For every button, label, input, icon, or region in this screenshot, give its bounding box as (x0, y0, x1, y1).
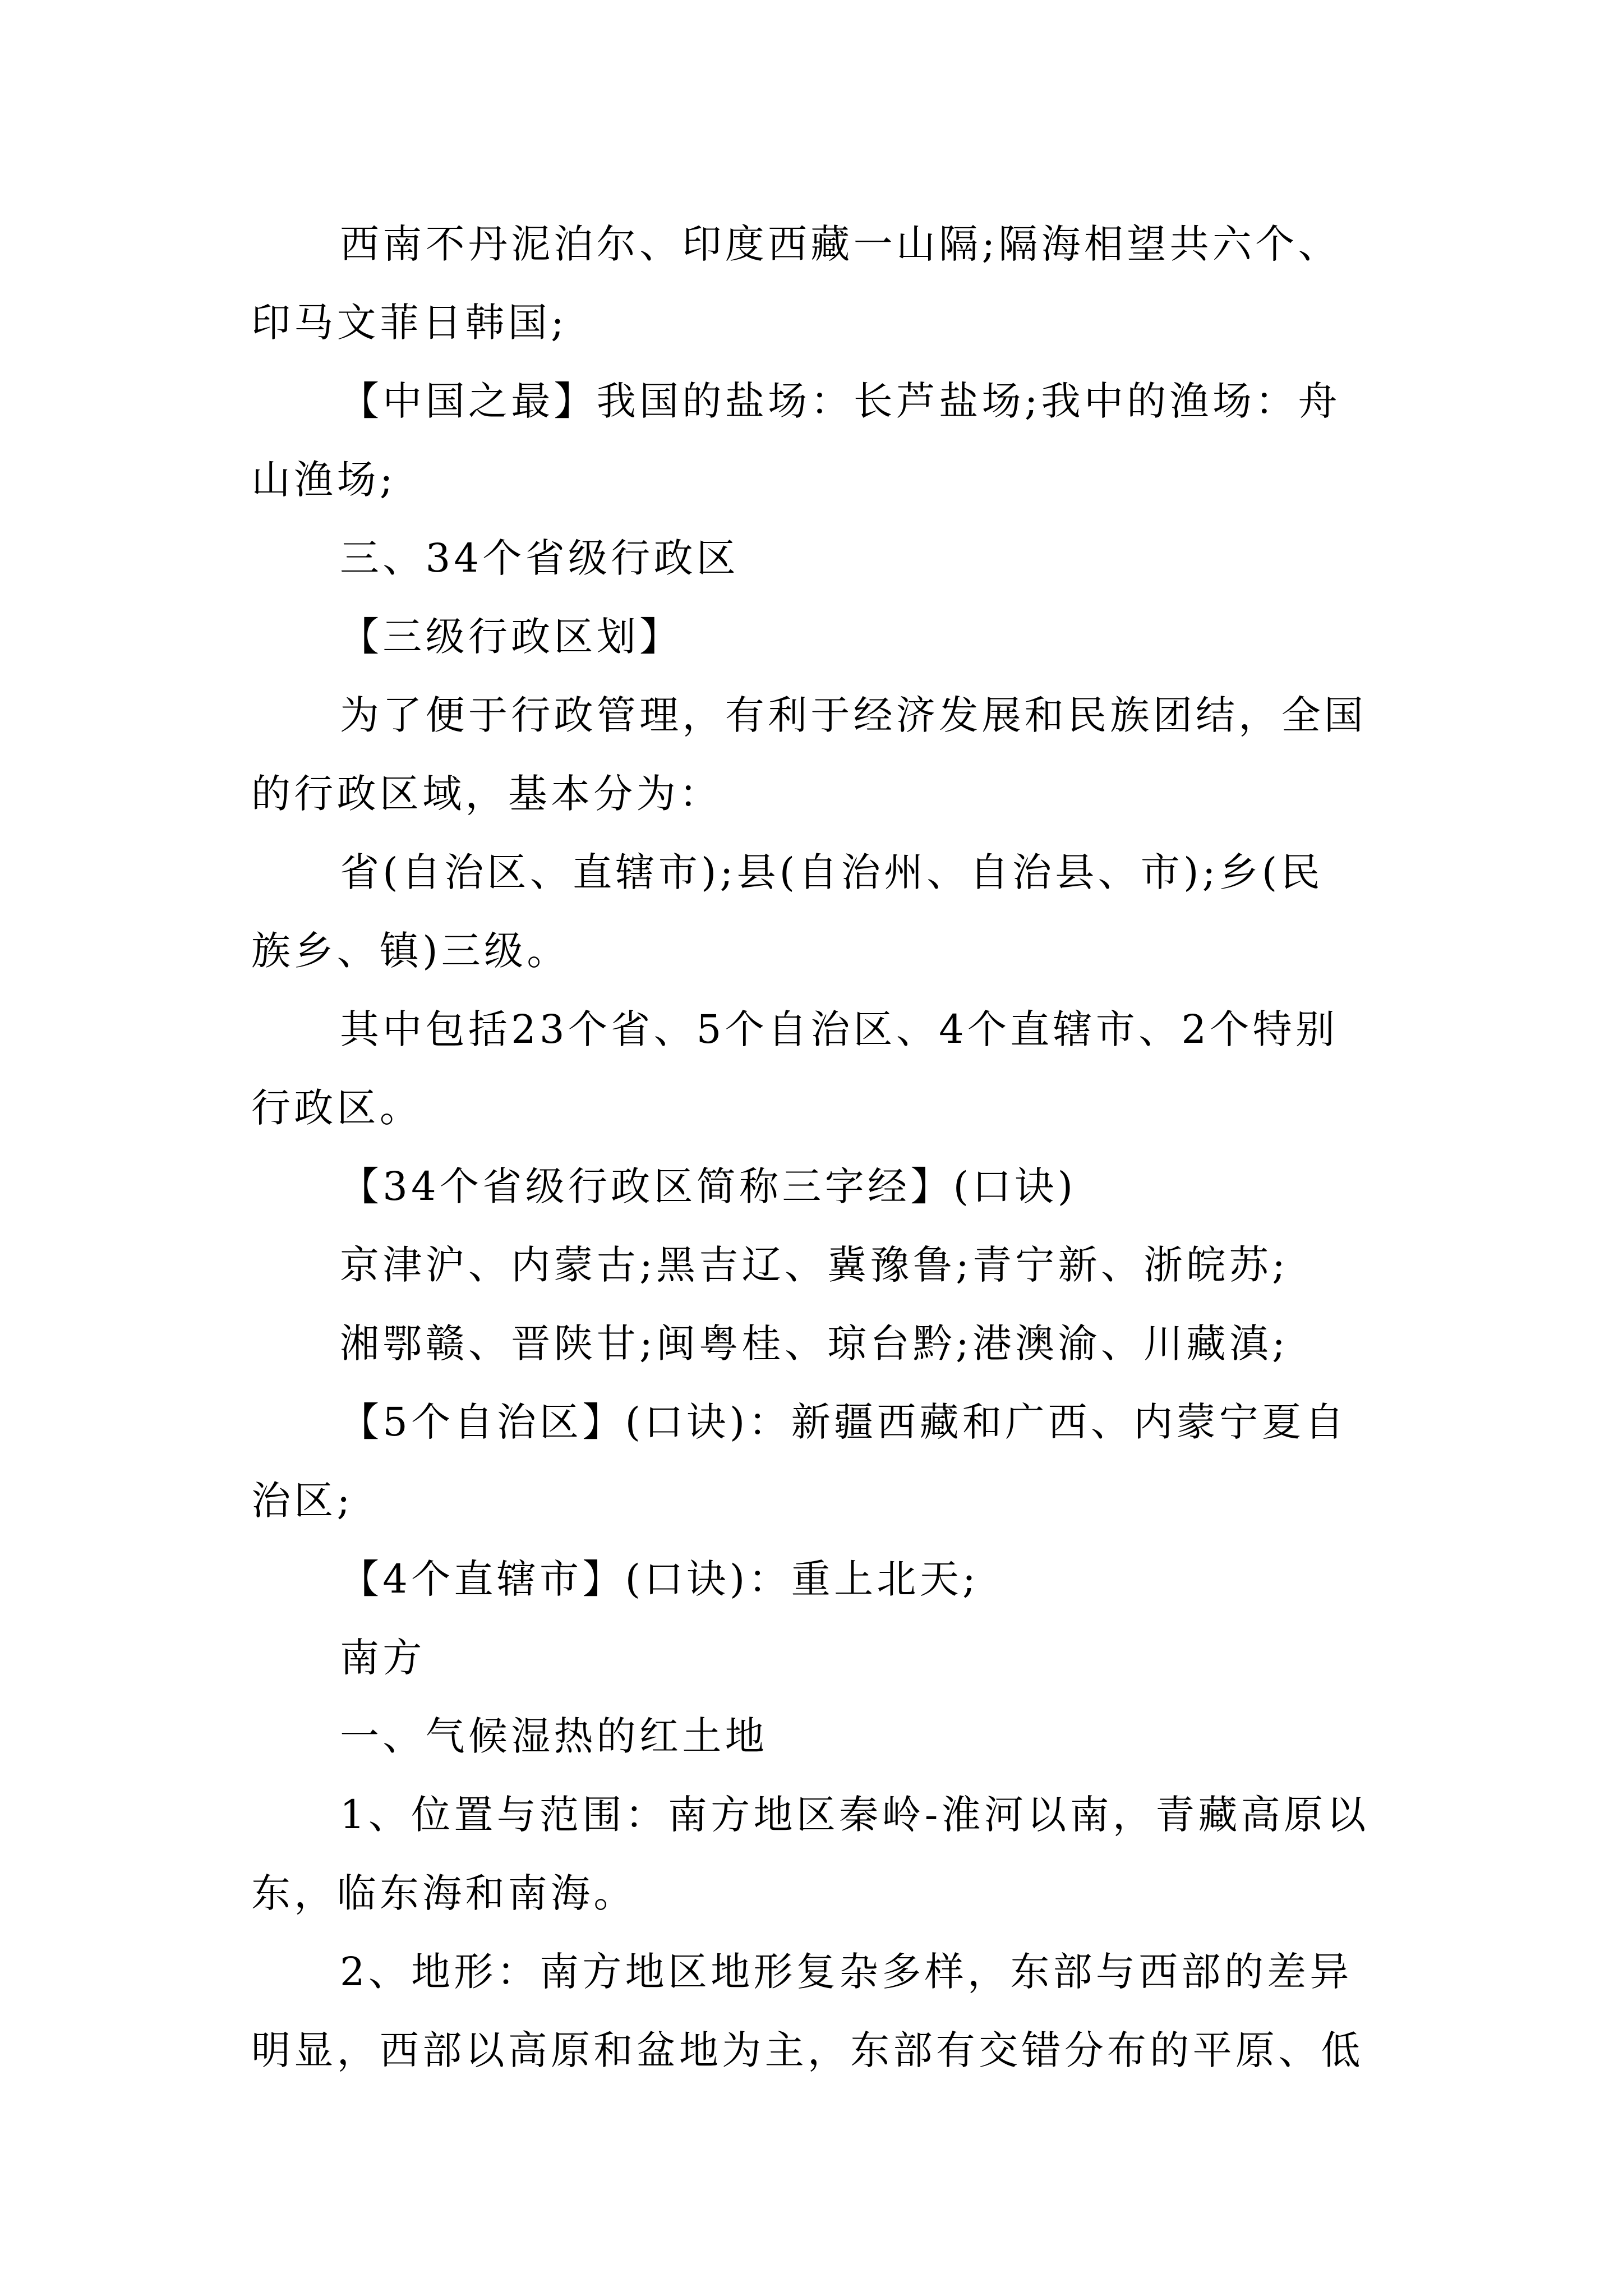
text-line: 族乡、镇)三级。 (251, 928, 570, 974)
text-line: 治区; (251, 1478, 354, 1524)
mnemonic-line: 京津沪、内蒙古;黑吉辽、冀豫鲁;青宁新、浙皖苏; (340, 1242, 1289, 1288)
text-line: 为了便于行政管理，有利于经济发展和民族团结，全国 (340, 692, 1367, 738)
section-heading: 一、气候湿热的红土地 (340, 1713, 768, 1759)
text-line: 1、位置与范围：南方地区秦岭-淮河以南，青藏高原以 (340, 1792, 1370, 1838)
text-line: 的行政区域，基本分为： (251, 771, 722, 817)
text-line: 行政区。 (251, 1085, 423, 1131)
text-line: 其中包括23个省、5个自治区、4个直辖市、2个特别 (340, 1006, 1339, 1052)
mnemonic-line: 湘鄂赣、晋陕甘;闽粤桂、琼台黔;港澳渝、川藏滇; (340, 1320, 1289, 1366)
text-line: 【5个自治区】(口诀)：新疆西藏和广西、内蒙宁夏自 (340, 1399, 1348, 1445)
text-line: 【中国之最】我国的盐场：长芦盐场;我中的渔场：舟 (340, 378, 1341, 424)
text-line: 【4个直辖市】(口诀)：重上北天; (340, 1556, 979, 1602)
text-line: 2、地形：南方地区地形复杂多样，东部与西部的差异 (340, 1949, 1353, 1995)
text-line: 山渔场; (251, 457, 396, 503)
text-line: 明显，西部以高原和盆地为主，东部有交错分布的平原、低 (251, 2027, 1364, 2073)
text-line: 省(自治区、直辖市);县(自治州、自治县、市);乡(民 (340, 849, 1324, 895)
text-line: 西南不丹泥泊尔、印度西藏一山隔;隔海相望共六个、 (340, 221, 1341, 267)
text-line: 印马文菲日韩国; (251, 300, 568, 346)
subsection-heading: 【三级行政区划】 (340, 614, 683, 660)
section-heading: 三、34个省级行政区 (340, 535, 740, 581)
text-line: 东，临东海和南海。 (251, 1870, 637, 1916)
subsection-heading: 【34个省级行政区简称三字经】(口诀) (340, 1163, 1077, 1209)
chapter-heading: 南方 (340, 1635, 426, 1681)
